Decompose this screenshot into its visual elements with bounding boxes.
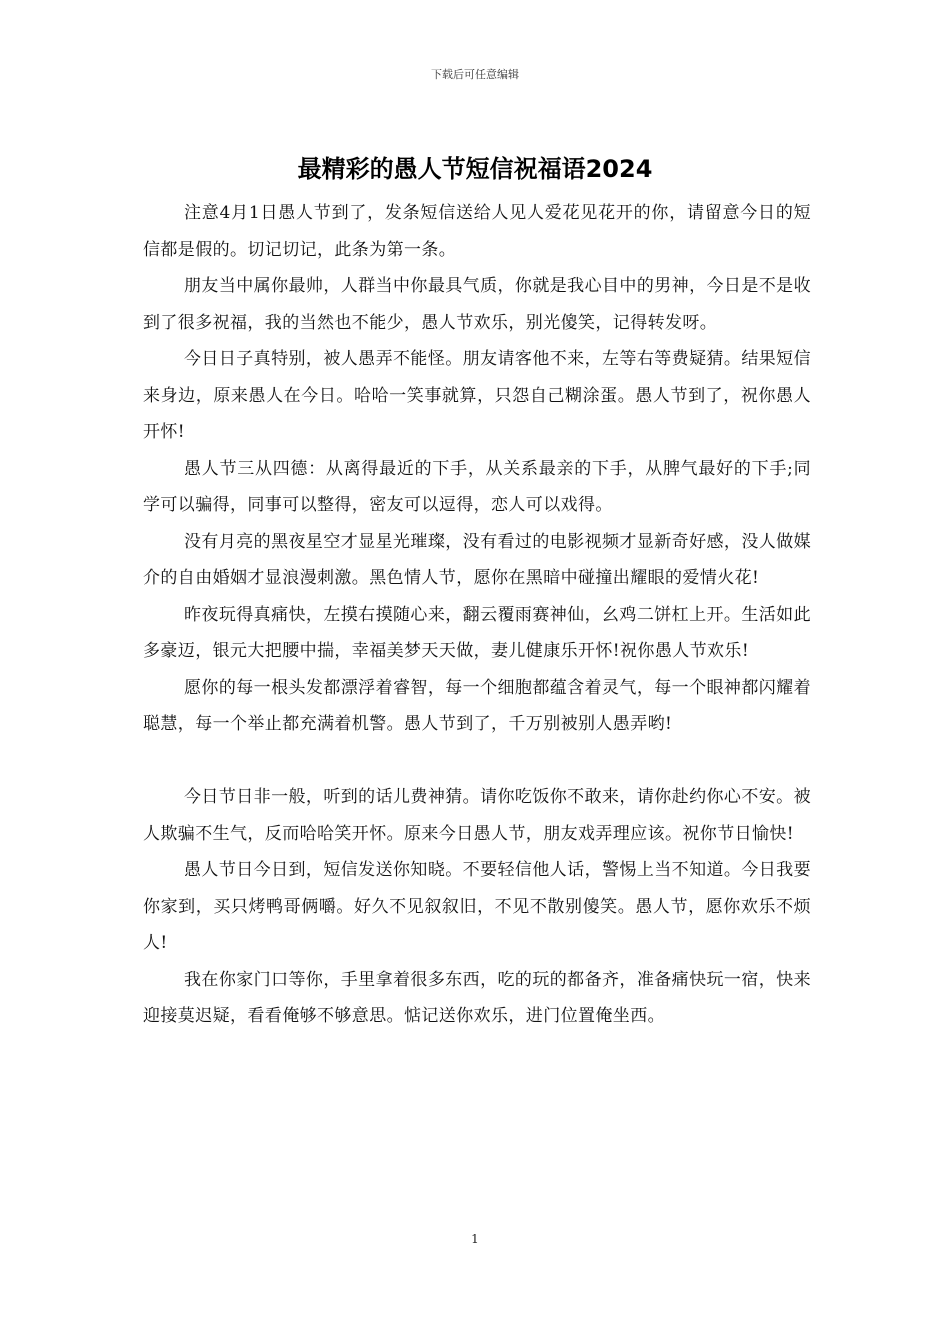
- paragraph: 愚人节日今日到，短信发送你知晓。不要轻信他人话，警惕上当不知道。今日我要你家到，买只烤鸭哥俩嚼。好久不见叙叙旧，不见不散别傻笑。愚人节，愿你欢乐不烦人!: [143, 860, 811, 953]
- paragraph: 注意4月1日愚人节到了，发条短信送给人见人爱花见花开的你，请留意今日的短信都是假的。切记切记，此条为第一条。: [143, 203, 811, 260]
- paragraph: 朋友当中属你最帅，人群当中你最具气质，你就是我心目中的男神，今日是不是收到了很多祝福，我的当然也不能少，愚人节欢乐，别光傻笑，记得转发呀。: [143, 276, 811, 333]
- document-title: 最精彩的愚人节短信祝福语2024: [297, 155, 653, 183]
- paragraph: 愿你的每一根头发都漂浮着睿智，每一个细胞都蕴含着灵气，每一个眼神都闪耀着聪慧，每一个举止都充满着机警。愚人节到了，千万别被别人愚弄哟!: [143, 677, 811, 734]
- paragraph: 昨夜玩得真痛快，左摸右摸随心来，翻云覆雨赛神仙，幺鸡二饼杠上开。生活如此多豪迈，银元大把腰中揣，幸福美梦天天做，妻儿健康乐开怀!祝你愚人节欢乐!: [143, 604, 811, 661]
- paragraph: 愚人节三从四德：从离得最近的下手，从关系最亲的下手，从脾气最好的下手;同学可以骗得，同事可以整得，密友可以逗得，恋人可以戏得。: [143, 458, 811, 515]
- page-header: 下载后可任意编辑: [431, 68, 519, 81]
- page-number: 1: [471, 1232, 479, 1246]
- paragraph: 今日节日非一般，听到的话儿费神猜。请你吃饭你不敢来，请你赴约你心不安。被人欺骗不生气，反而哈哈笑开怀。原来今日愚人节，朋友戏弄理应该。祝你节日愉快!: [143, 787, 811, 844]
- paragraph: 今日日子真特别，被人愚弄不能怪。朋友请客他不来，左等右等费疑猜。结果短信来身边，原来愚人在今日。哈哈一笑事就算，只怨自己糊涂蛋。愚人节到了，祝你愚人开怀!: [143, 349, 811, 442]
- paragraph: 我在你家门口等你，手里拿着很多东西，吃的玩的都备齐，准备痛快玩一宿，快来迎接莫迟疑，看看俺够不够意思。惦记送你欢乐，进门位置俺坐西。: [143, 969, 811, 1026]
- paragraph: 没有月亮的黑夜星空才显星光璀璨，没有看过的电影视频才显新奇好感，没人做媒介的自由婚姻才显浪漫刺激。黑色情人节，愿你在黑暗中碰撞出耀眼的爱情火花!: [143, 531, 811, 588]
- document-body: [143, 195, 811, 1035]
